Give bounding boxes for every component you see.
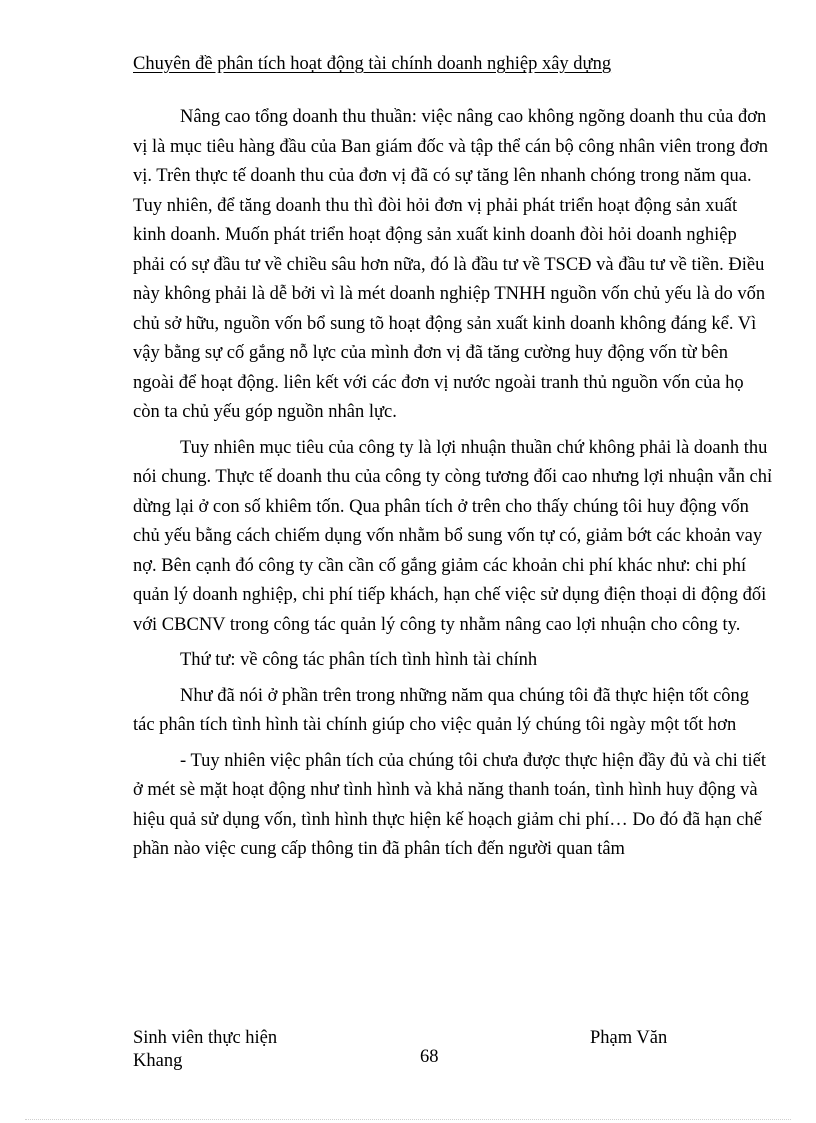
- page-bottom-divider: [25, 1119, 791, 1120]
- paragraph-analysis-intro: Như đã nói ở phần trên trong những năm qua chúng tôi đã thực hiện tốt công tác phân tích tình hình tài chính giúp cho việc quản lý chúng tôi ngày một tốt hơn: [133, 685, 750, 735]
- footer-author-line1: Sinh viên thực hiện: [133, 1028, 278, 1048]
- footer-author-name: Phạm Văn: [590, 1028, 668, 1048]
- page-number: 68: [420, 1047, 439, 1067]
- paragraph-profit: Tuy nhiên mục tiêu của công ty là lợi nhuận thuần chứ không phải là doanh thu nói chung. Thực tế doanh thu của công ty còng tương đối cao nhưng lợi nhuận vẫn chỉ dừng lại ở con số khiêm tốn. Qua phân tích ở trên cho thấy chúng tôi huy động vốn chủ yếu bằng cách chiếm dụng vốn nhằm bổ sung vốn tự có, giảm bớt các khoản vay nợ. Bên cạnh đó công ty cần cần cố gắng giảm các khoản chi phí khác như: chi phí quản lý doanh nghiệp, chi phí tiếp khách, hạn chế việc sử dụng điện thoại di động đối với CBCNV trong công tác quản lý công ty nhằm nâng cao lợi nhuận cho công ty.: [133, 437, 773, 635]
- footer-author-line2: Khang: [133, 1051, 183, 1071]
- paragraph-revenue: Nâng cao tổng doanh thu thuần: việc nâng cao không ngõng doanh thu của đơn vị là mục tiêu hàng đầu của Ban giám đốc và tập thể cán bộ công nhân viên trong đơn vị. Trên thực tế doanh thu của đơn vị đã có sự tăng lên nhanh chóng trong năm qua. Tuy nhiên, để tăng doanh thu thì đòi hỏi đơn vị phải phát triển hoạt động sản xuất kinh doanh. Muốn phát triển hoạt động sản xuất kinh doanh đòi hỏi doanh nghiệp phải có sự đầu tư về chiều sâu hơn nữa, đó là đầu tư về TSCĐ và đầu tư về tiền. Điều này không phải là dễ bởi vì là mét doanh nghiệp TNHH nguồn vốn chủ yếu là do vốn chủ sở hữu, nguồn vốn bổ sung tõ hoạt động sản xuất kinh doanh không đáng kể. Vì vậy bằng sự cố gắng nỗ lực của mình đơn vị đã tăng cường huy động vốn từ bên ngoài để hoạt động. liên kết với các đơn vị nước ngoài tranh thủ nguồn vốn của họ còn ta chủ yếu góp nguồn nhân lực.: [133, 107, 768, 422]
- paragraph-analysis-limitations: - Tuy nhiên việc phân tích của chúng tôi chưa được thực hiện đầy đủ và chi tiết ở mét sè mặt hoạt động như tình hình và khả năng thanh toán, tình hình huy động và hiệu quả sử dụng vốn, tình hình thực hiện kế hoạch giảm chi phí… Do đó đã hạn chế phần nào việc cung cấp thông tin đã phân tích đến người quan tâm: [133, 750, 766, 859]
- document-body: [133, 103, 773, 871]
- paragraph-fourth-heading: Thứ tư: về công tác phân tích tình hình tài chính: [180, 650, 538, 670]
- page-header-title: Chuyên đề phân tích hoạt động tài chính doanh nghiệp xây dựng: [133, 54, 612, 74]
- footer-author-label: [133, 1027, 277, 1073]
